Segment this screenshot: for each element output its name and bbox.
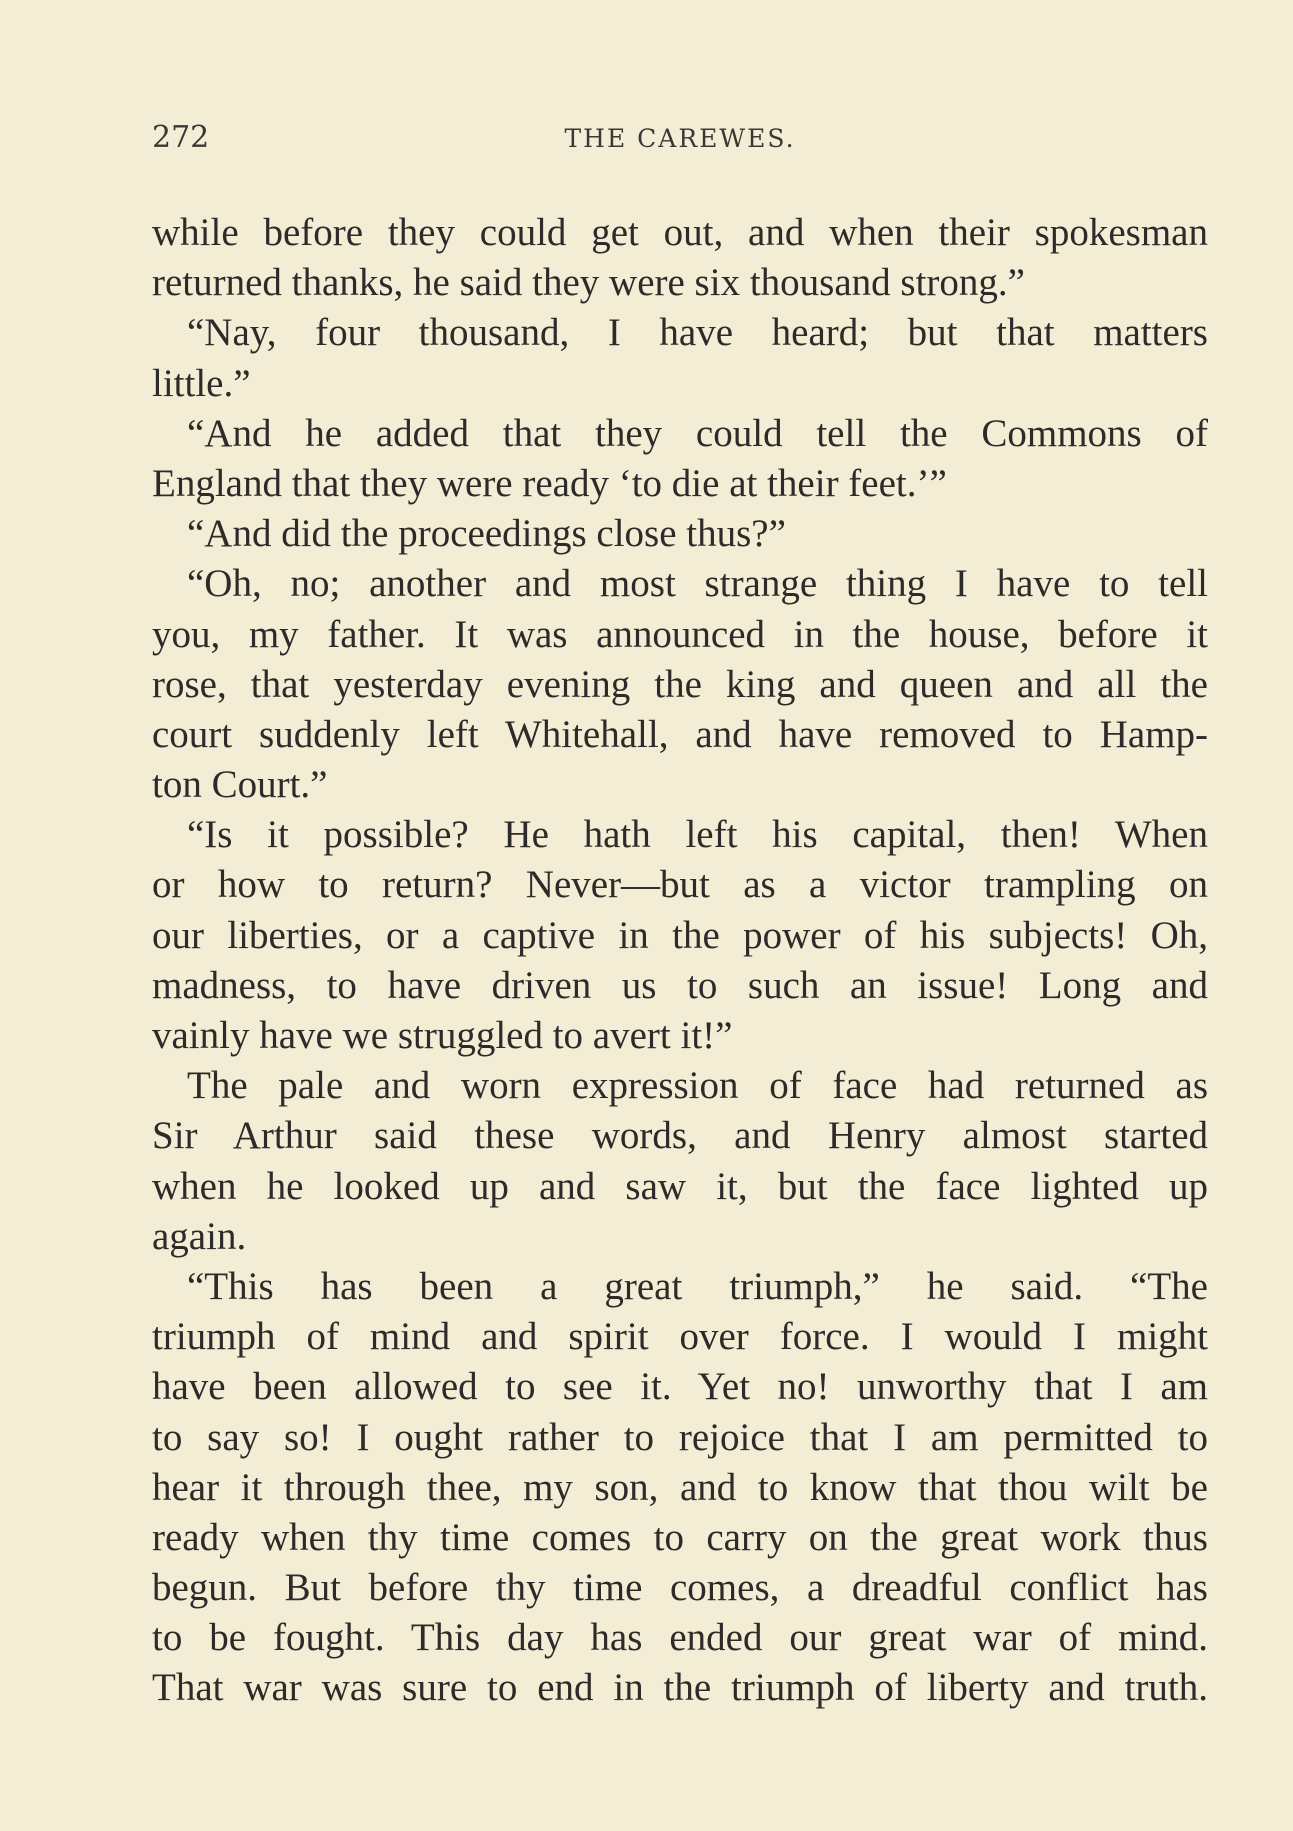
- text-line: “Nay, four thousand, I have heard; but that matters: [187, 311, 1208, 355]
- text-line: while before they could get out, and when their spokesman: [152, 211, 1208, 254]
- text-line: rose, that yesterday evening the king and queen and all the: [152, 662, 1208, 706]
- text-line: England that they were ready ‘to die at their feet.’”: [152, 461, 947, 505]
- text-line: little.”: [152, 361, 251, 405]
- text-line: “And he added that they could tell the Commons of: [187, 411, 1208, 455]
- text-line: ton Court.”: [152, 763, 328, 807]
- text-line: court suddenly left Whitehall, and have removed to Hamp-: [152, 712, 1208, 756]
- text-line: our liberties, or a captive in the power of his subjects! Oh,: [152, 913, 1208, 957]
- text-line: again.: [152, 1214, 247, 1258]
- text-line: you, my father. It was announced in the house, before it: [152, 612, 1208, 656]
- text-line: to be fought. This day has ended our great war of mind.: [152, 1616, 1208, 1660]
- text-line: when he looked up and saw it, but the face lighted up: [152, 1164, 1208, 1208]
- text-line: have been allowed to see it. Yet no! unworthy that I am: [152, 1365, 1208, 1409]
- page-header: [152, 120, 1208, 160]
- text-line: ready when thy time comes to carry on the great work thus: [152, 1515, 1208, 1559]
- text-line: to say so! I ought rather to rejoice that I am permitted to: [152, 1415, 1208, 1459]
- text-line: begun. But before thy time comes, a dreadful conflict has: [152, 1566, 1208, 1610]
- text-line: madness, to have driven us to such an issue! Long and: [152, 963, 1208, 1007]
- text-line: vainly have we struggled to avert it!”: [152, 1014, 733, 1057]
- text-line: That war was sure to end in the triumph of liberty and truth.: [152, 1666, 1208, 1710]
- text-line: “Is it possible? He hath left his capital, then! When: [187, 813, 1208, 857]
- text-line: returned thanks, he said they were six thousand strong.”: [152, 261, 1025, 305]
- text-line: hear it through thee, my son, and to know that thou wilt be: [152, 1465, 1208, 1509]
- running-title: THE CAREWES.: [564, 124, 796, 153]
- text-line: “This has been a great triumph,” he said. “The: [187, 1264, 1208, 1308]
- text-line: “Oh, no; another and most strange thing I have to tell: [187, 562, 1208, 606]
- text-line: Sir Arthur said these words, and Henry almost started: [152, 1114, 1208, 1158]
- body-text: [152, 208, 1208, 1714]
- text-line: triumph of mind and spirit over force. I would I might: [152, 1315, 1208, 1359]
- text-line: The pale and worn expression of face had returned as: [187, 1064, 1208, 1108]
- text-line: or how to return? Never—but as a victor trampling on: [152, 863, 1208, 907]
- text-line: “And did the proceedings close thus?”: [187, 512, 786, 556]
- page-number: 272: [152, 120, 210, 155]
